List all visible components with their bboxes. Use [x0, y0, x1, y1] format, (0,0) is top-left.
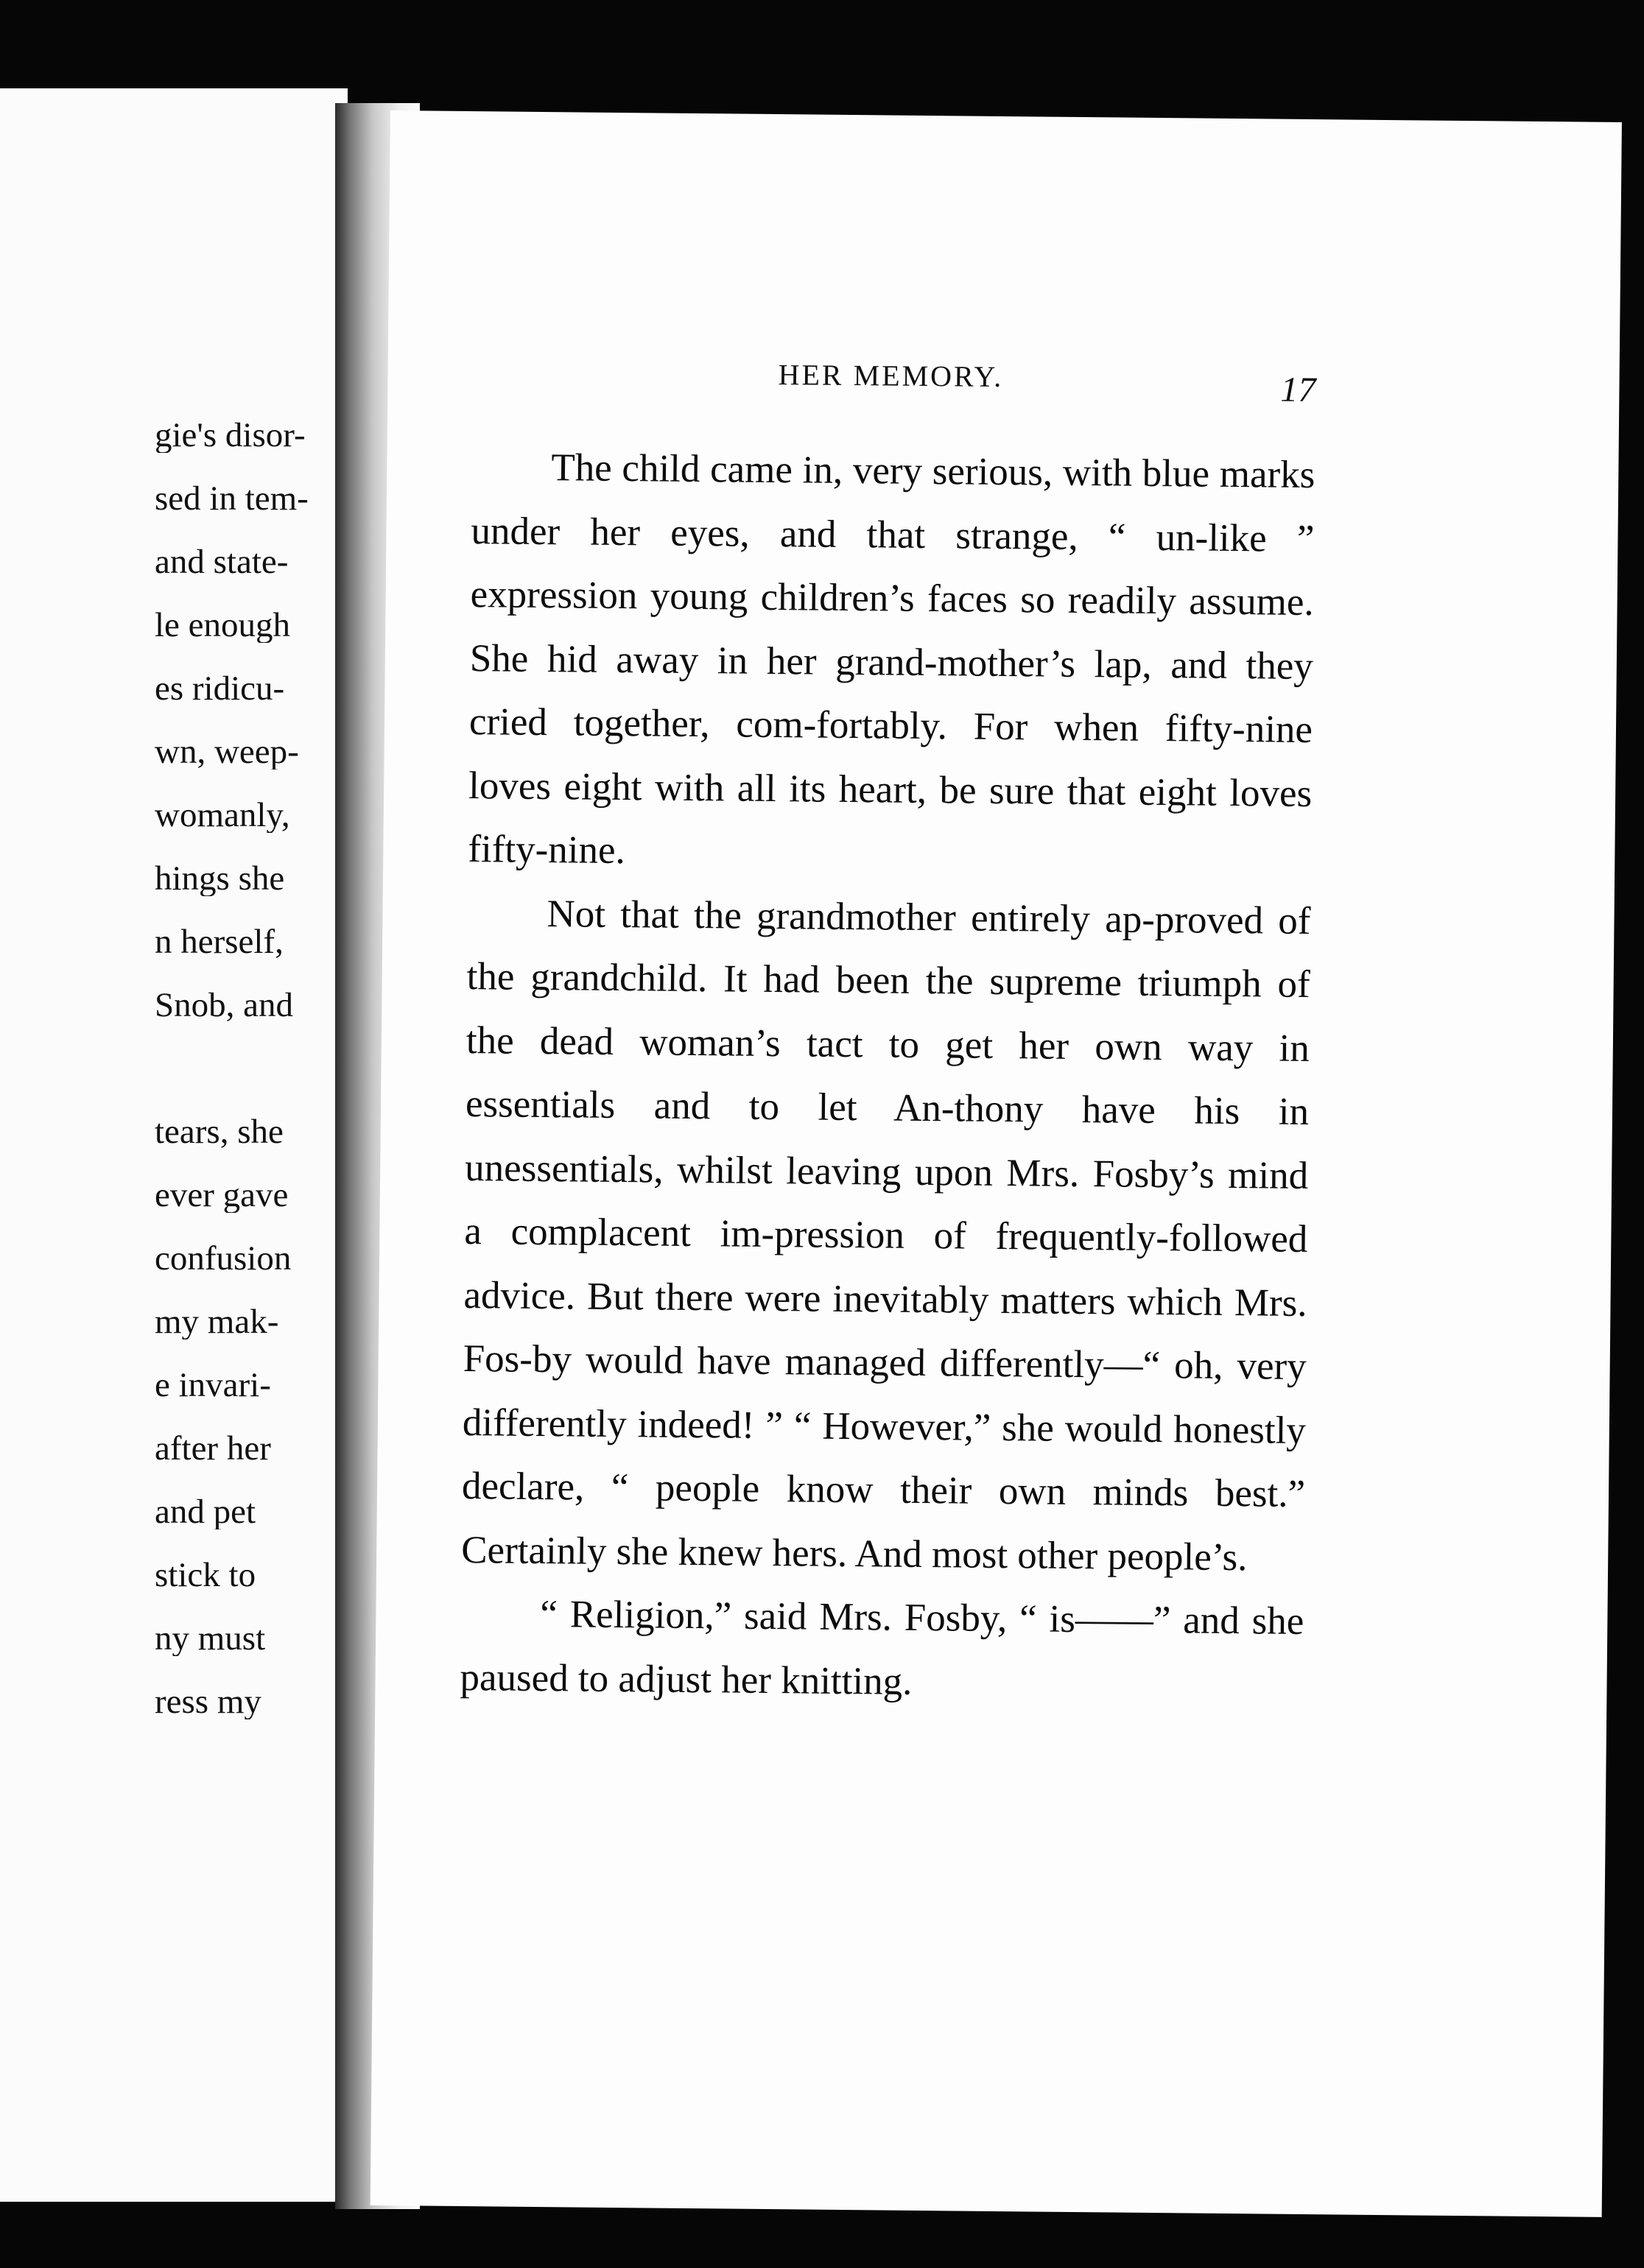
page-body — [460, 435, 1315, 1717]
text-line: le enough — [155, 608, 291, 643]
text-line: womanly, — [155, 798, 290, 833]
text-line: e invari- — [155, 1368, 271, 1403]
text-line: ever gave — [155, 1178, 289, 1213]
paragraph: The child came in, very serious, with blue marks under her eyes, and that strange, “ un-like ” expression young children’s faces so readily assume. She hid away in her grand-mother’s lap, and they cried together, com-fortably. For when fifty-nine loves eight with all its heart, be sure that eight loves fifty-nine. — [468, 446, 1315, 873]
text-line: sed in tem- — [155, 482, 309, 516]
text-line: es ridicu- — [155, 672, 285, 706]
text-line: gie's disor- — [155, 418, 306, 453]
current-page — [370, 110, 1622, 2217]
text-line: tears, she — [155, 1115, 284, 1149]
running-head: HER MEMORY. — [778, 358, 1004, 394]
text-line: wn, weep- — [155, 735, 299, 770]
paragraph: Not that the grandmother entirely ap-proved of the grandchild. It had been the supreme triumph of the dead woman’s tact to get her own way in essentials and to let An-thony have his in unessentials, whilst leaving upon Mrs. Fosby’s mind a complacent im-pression of frequently-followed advice. But there were inevitably matters which Mrs. Fos-by would have managed differently—“ oh, very differently indeed! ” “ However,” she would honestly declare, “ people know their own minds best.” Certainly she knew hers. And most other people’s. — [460, 892, 1311, 1579]
text-line: ress my — [155, 1685, 261, 1719]
text-line: n herself, — [155, 925, 284, 959]
text-line: ny must — [155, 1621, 266, 1656]
paragraph: “ Religion,” said Mrs. Fosby, “ is——” and she paused to adjust her knitting. — [460, 1593, 1304, 1703]
text-line: stick to — [155, 1558, 256, 1593]
page-number: 17 — [1280, 370, 1316, 410]
text-line: Snob, and — [155, 988, 293, 1023]
text-line: and state- — [155, 545, 289, 580]
text-line: hings she — [155, 862, 285, 896]
text-line: my mak- — [155, 1305, 279, 1339]
text-line: and pet — [155, 1495, 256, 1529]
previous-page — [0, 88, 348, 2202]
text-line: confusion — [155, 1242, 292, 1276]
text-line: after her — [155, 1431, 271, 1466]
